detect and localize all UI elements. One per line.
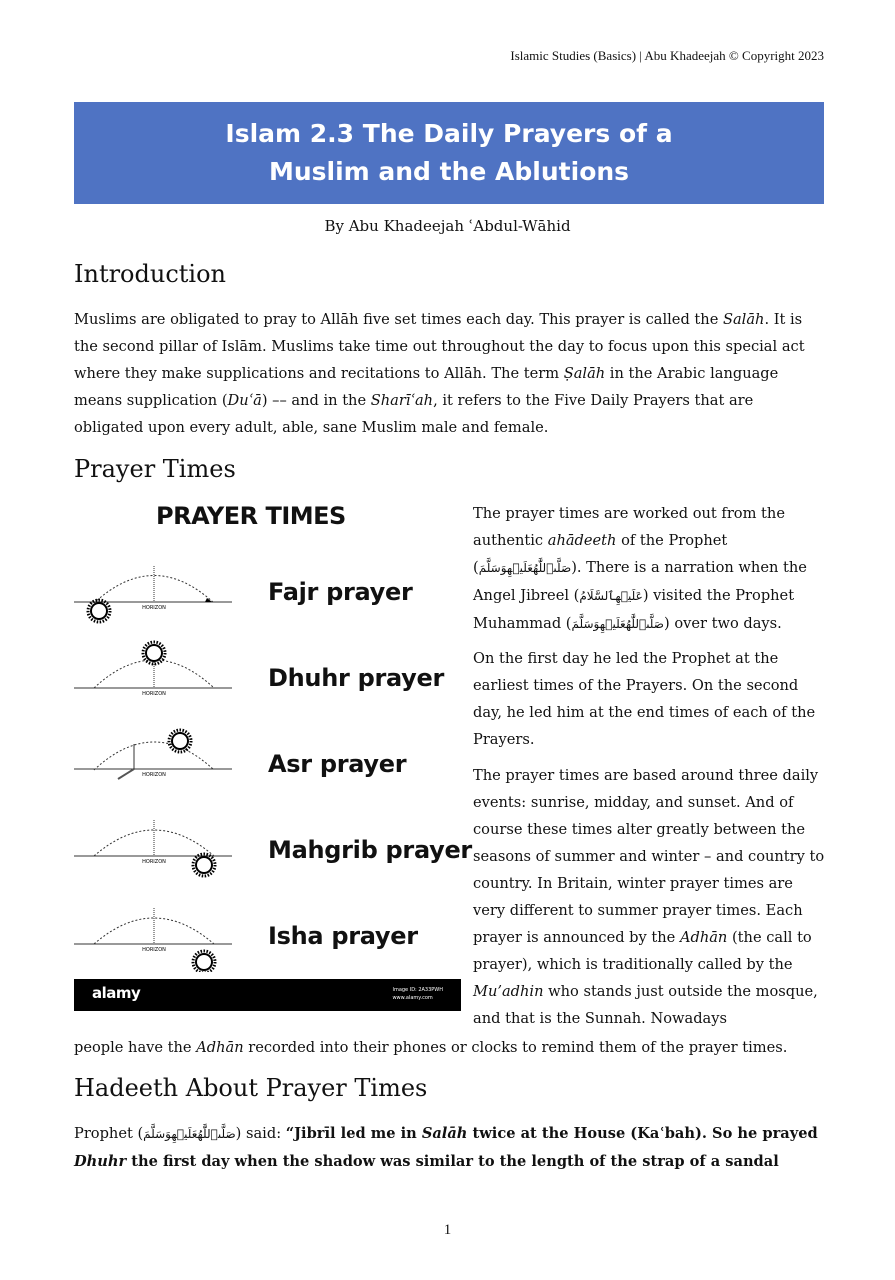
text-run: The prayer times are worked out from the authentic <box>473 505 785 549</box>
asr-diagram <box>74 722 234 792</box>
figure-title: PRAYER TIMES <box>156 502 346 530</box>
term-muadhin: Mu’adhin <box>473 983 544 1000</box>
text-run: in the Arabic language means supplication ( <box>74 365 779 409</box>
text-run: (the call to prayer), which is traditionally called by the <box>473 929 812 973</box>
alamy-logo: alamy <box>92 984 141 1002</box>
horizon-label: HORIZON <box>142 772 166 778</box>
introduction-heading: Introduction <box>74 260 226 288</box>
honorific-saw: صَلَّىٱللَّٰهُعَلَيۡهِوَسَلَّمَ <box>478 561 572 575</box>
term-ahadeeth: ahādeeth <box>547 532 617 549</box>
text-run: ) –– and in the <box>261 392 371 409</box>
text-run: twice at the House (Kaʿbah). So he prayed <box>467 1125 818 1142</box>
honorific-as: عَلَيۡهِٱلسَّلَامُ <box>579 589 643 603</box>
text-run: The prayer times are based around three daily events: sunrise, midday, and sunset. And of course these times alter greatly between the seasons of summer and winter – and country to country. In Britain, winter prayer times are very different to summer prayer times. Each prayer is announced by the <box>473 767 825 946</box>
text-run: Prophet ( <box>74 1125 144 1142</box>
term-salah: Salāh <box>722 311 765 328</box>
text-run: of the Prophet ( <box>473 532 728 576</box>
text-run: the first day when the shadow was similar to the length of the strap of a sandal <box>126 1153 779 1170</box>
prayer-times-paragraph-3-continued <box>74 1034 826 1061</box>
term-dua: Duʿā <box>227 392 262 409</box>
isha-diagram <box>74 902 234 972</box>
text-run: ) over two days. <box>663 615 782 632</box>
prayer-label-asr: Asr prayer <box>268 750 407 778</box>
stock-watermark-bar <box>74 979 461 1011</box>
term-dhuhr: Dhuhr <box>74 1153 127 1170</box>
text-run: people have the <box>74 1039 197 1056</box>
text-run: , it refers to the Five Daily Prayers that are obligated upon every adult, able, sane Muslim male and female. <box>74 392 754 436</box>
text-run: . It is the second pillar of Islām. Muslims take time out throughout the day to focus upon this special act where they make supplications and recitations to Allāh. The term <box>74 311 805 382</box>
prayer-times-figure <box>74 496 472 1012</box>
horizon-label: HORIZON <box>142 691 166 697</box>
prayer-label-isha: Isha prayer <box>268 922 418 950</box>
prayer-label-dhuhr: Dhuhr prayer <box>268 664 445 692</box>
title-line-2: Muslim and the Ablutions <box>268 157 630 186</box>
page-number: 1 <box>443 1222 452 1238</box>
watermark-url: www.alamy.com <box>392 995 433 1001</box>
running-header: Islamic Studies (Basics) | Abu Khadeejah © Copyright 2023 <box>510 48 824 63</box>
term-salah-arabic: Ṣalāh <box>563 365 606 382</box>
hadeeth-paragraph <box>74 1120 834 1175</box>
text-run: who stands just outside the mosque, and that is the Sunnah. Nowadays <box>473 983 818 1027</box>
sun-icon <box>193 854 215 876</box>
text-run: ) said: <box>235 1125 286 1142</box>
horizon-label: HORIZON <box>142 605 166 611</box>
hadeeth-heading: Hadeeth About Prayer Times <box>74 1074 428 1102</box>
sun-icon <box>169 730 191 752</box>
title-banner <box>74 102 824 204</box>
text-run: “Jibrīl led me in <box>285 1125 422 1142</box>
sun-icon <box>193 951 215 972</box>
prayer-times-paragraph-2: On the first day he led the Prophet at the earliest times of the Prayers. On the second day, he led him at the end times of each of the Prayers. <box>473 650 816 748</box>
maghrib-diagram <box>74 810 234 880</box>
prayer-times-paragraph-1 <box>473 500 827 638</box>
prayer-times-heading: Prayer Times <box>74 455 236 483</box>
introduction-paragraph <box>74 306 826 441</box>
term-adhan: Adhān <box>679 929 728 946</box>
term-shariah: Sharīʿah <box>370 392 434 409</box>
fajr-diagram <box>74 558 234 628</box>
prayer-times-paragraph-3 <box>473 762 827 1032</box>
horizon-label: HORIZON <box>142 859 166 865</box>
sun-icon <box>88 600 110 622</box>
dhuhr-diagram <box>74 636 234 706</box>
term-adhan: Adhān <box>196 1039 244 1056</box>
watermark-meta <box>392 986 443 1002</box>
prayer-label-fajr: Fajr prayer <box>268 578 413 606</box>
text-run: ). There is a narration when the Angel Jibreel ( <box>473 559 807 604</box>
prayer-label-maghrib: Mahgrib prayer <box>268 836 472 864</box>
author-byline: By Abu Khadeejah ʿAbdul-Wāhid <box>324 217 571 235</box>
honorific-saw: صَلَّىٱللَّٰهُعَلَيۡهِوَسَلَّمَ <box>571 617 664 631</box>
title-line-1: Islam 2.3 The Daily Prayers of a <box>225 119 673 148</box>
term-salah: Salāh <box>421 1125 468 1142</box>
honorific-saw: صَلَّىٱللَّٰهُعَلَيۡهِوَسَلَّمَ <box>143 1127 236 1141</box>
watermark-id: Image ID: 2A33PWH <box>392 987 443 993</box>
text-run: Muslims are obligated to pray to Allāh five set times each day. This prayer is called the <box>74 311 723 328</box>
sun-icon <box>143 642 165 664</box>
horizon-label: HORIZON <box>142 947 166 953</box>
text-run: recorded into their phones or clocks to remind them of the prayer times. <box>243 1039 788 1056</box>
text-run: ) visited the Prophet Muhammad ( <box>473 587 795 632</box>
